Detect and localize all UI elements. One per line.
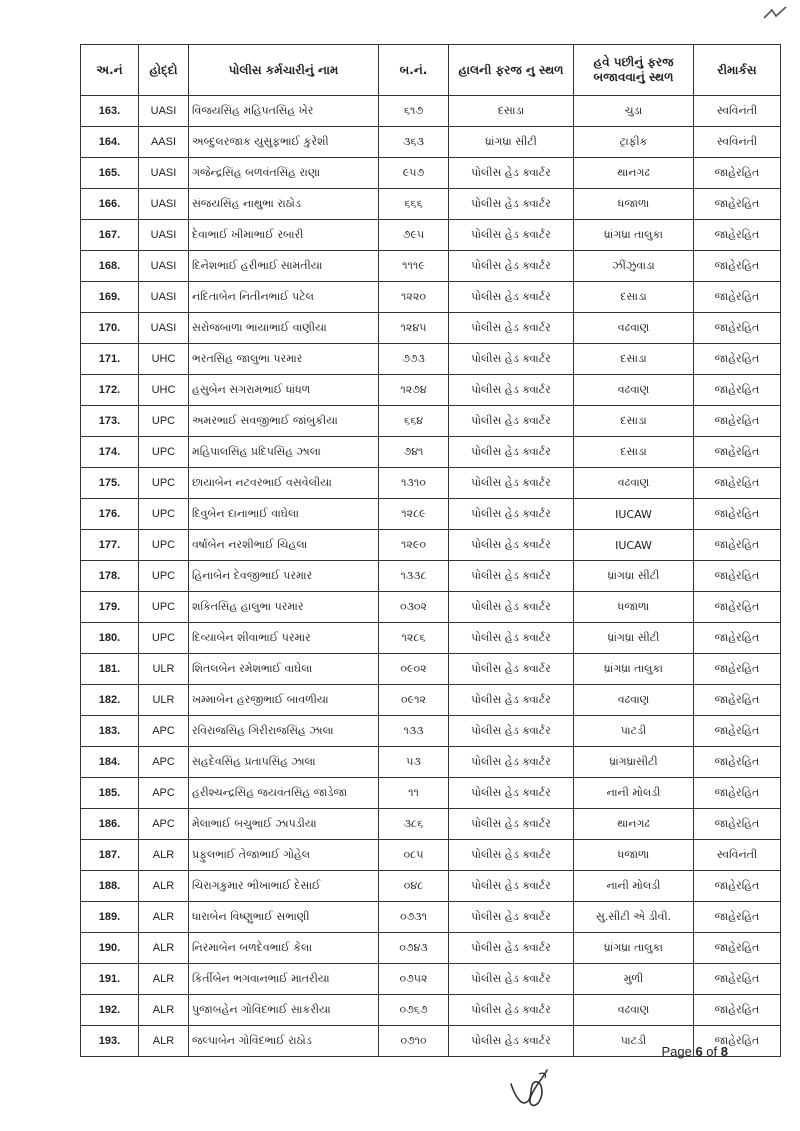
- row-buckle-number: ૧૨૯૦: [379, 530, 449, 561]
- table-row: [81, 840, 781, 871]
- row-new-posting: ચુડા: [574, 96, 694, 127]
- row-buckle-number: ૦૯૧૨: [379, 685, 449, 716]
- header-designation: હોદ્દો: [139, 45, 189, 96]
- row-employee-name: વિજયસિંહ મહિપતસિંહ ખેર: [189, 96, 379, 127]
- row-remarks: જાહેરહિત: [694, 220, 781, 251]
- table-row: [81, 282, 781, 313]
- row-serial: 191.: [81, 964, 139, 995]
- row-employee-name: હસુબેન સગરામભાઈ ધાંધળ: [189, 375, 379, 406]
- table-row: [81, 871, 781, 902]
- row-buckle-number: ૧૨૭૪: [379, 375, 449, 406]
- row-designation: UPC: [139, 406, 189, 437]
- row-buckle-number: ૧૧: [379, 778, 449, 809]
- row-remarks: જાહેરહિત: [694, 995, 781, 1026]
- row-buckle-number: ૧૨૮૬: [379, 623, 449, 654]
- row-current-posting: ધ્રાંગધ્રા સીટી: [449, 127, 574, 158]
- row-current-posting: પોલીસ હેડ ક્વાર્ટર: [449, 623, 574, 654]
- row-buckle-number: ૦૪૮: [379, 871, 449, 902]
- row-buckle-number: ૧૩૩૮: [379, 561, 449, 592]
- row-designation: APC: [139, 716, 189, 747]
- row-current-posting: પોલીસ હેડ ક્વાર્ટર: [449, 933, 574, 964]
- row-designation: UASI: [139, 313, 189, 344]
- row-serial: 170.: [81, 313, 139, 344]
- row-current-posting: પોલીસ હેડ ક્વાર્ટર: [449, 282, 574, 313]
- row-serial: 189.: [81, 902, 139, 933]
- row-serial: 171.: [81, 344, 139, 375]
- row-current-posting: પોલીસ હેડ ક્વાર્ટર: [449, 375, 574, 406]
- header-serial: અ.નં: [81, 45, 139, 96]
- row-employee-name: મહિપાલસિંહ પ્રદિપસિંહ ઝાલા: [189, 437, 379, 468]
- row-current-posting: પોલીસ હેડ ક્વાર્ટર: [449, 964, 574, 995]
- row-designation: UASI: [139, 251, 189, 282]
- row-designation: ALR: [139, 871, 189, 902]
- row-new-posting: વઢવાણ: [574, 468, 694, 499]
- row-employee-name: નિરમાબેન બળદેવભાઈ કેલા: [189, 933, 379, 964]
- row-designation: ALR: [139, 840, 189, 871]
- row-remarks: જાહેરહિત: [694, 375, 781, 406]
- row-current-posting: પોલીસ હેડ ક્વાર્ટર: [449, 530, 574, 561]
- row-serial: 164.: [81, 127, 139, 158]
- row-buckle-number: ૬૧૭: [379, 96, 449, 127]
- row-serial: 169.: [81, 282, 139, 313]
- row-buckle-number: ૧૨૨૦: [379, 282, 449, 313]
- handwritten-signature: [505, 1062, 555, 1112]
- row-designation: AASI: [139, 127, 189, 158]
- row-designation: UASI: [139, 282, 189, 313]
- row-remarks: જાહેરહિત: [694, 406, 781, 437]
- header-buckle-number: બ.નં.: [379, 45, 449, 96]
- row-employee-name: નંદિતાબેન નિતીનભાઈ પટેલ: [189, 282, 379, 313]
- row-new-posting: દસાડા: [574, 344, 694, 375]
- row-buckle-number: ૭૭૩: [379, 344, 449, 375]
- row-employee-name: સહદેવસિંહ પ્રતાપસિંહ ઝાલા: [189, 747, 379, 778]
- row-employee-name: સરોજબાળા ભાયાભાઈ વાણીયા: [189, 313, 379, 344]
- header-employee-name: પોલીસ કર્મચારીનું નામ: [189, 45, 379, 96]
- row-new-posting: વઢવાણ: [574, 685, 694, 716]
- row-employee-name: વર્ષાબેન નરશીભાઈ ચિહલા: [189, 530, 379, 561]
- row-buckle-number: ૬૬૪: [379, 406, 449, 437]
- row-current-posting: પોલીસ હેડ ક્વાર્ટર: [449, 871, 574, 902]
- row-new-posting: ધ્રાંગધ્રા તાલુકા: [574, 654, 694, 685]
- table-row: [81, 220, 781, 251]
- row-remarks: જાહેરહિત: [694, 344, 781, 375]
- row-serial: 182.: [81, 685, 139, 716]
- row-current-posting: પોલીસ હેડ ક્વાર્ટર: [449, 716, 574, 747]
- table-row: [81, 158, 781, 189]
- row-serial: 177.: [81, 530, 139, 561]
- row-new-posting: થાનગઢ: [574, 809, 694, 840]
- row-new-posting: વઢવાણ: [574, 995, 694, 1026]
- row-designation: ALR: [139, 1026, 189, 1057]
- row-employee-name: સંજયસિંહ નાથુભા રાઠોડ: [189, 189, 379, 220]
- row-new-posting: ધ્રાંગધ્રા સીટી: [574, 561, 694, 592]
- row-serial: 188.: [81, 871, 139, 902]
- row-employee-name: હિનાબેન દેવજીભાઈ પરમાર: [189, 561, 379, 592]
- row-employee-name: અમરભાઈ સવજીભાઈ જાંબુકીયા: [189, 406, 379, 437]
- row-serial: 185.: [81, 778, 139, 809]
- row-buckle-number: ૦૮૫: [379, 840, 449, 871]
- row-serial: 167.: [81, 220, 139, 251]
- row-remarks: જાહેરહિત: [694, 623, 781, 654]
- table-row: [81, 530, 781, 561]
- row-employee-name: રવિરાજસિંહ ગિરીરાજસિંહ ઝાલા: [189, 716, 379, 747]
- row-new-posting: નાની મોલડી: [574, 871, 694, 902]
- row-new-posting: થાનગઢ: [574, 158, 694, 189]
- row-serial: 186.: [81, 809, 139, 840]
- row-employee-name: ગજેન્દ્રસિંહ બળવંતસિંહ રાણા: [189, 158, 379, 189]
- row-remarks: જાહેરહિત: [694, 158, 781, 189]
- row-buckle-number: ૭૪૧: [379, 437, 449, 468]
- table-row: [81, 623, 781, 654]
- row-new-posting: ધ્રાંગધ્રાસીટી: [574, 747, 694, 778]
- row-new-posting: ધજાળા: [574, 840, 694, 871]
- row-new-posting: દસાડા: [574, 406, 694, 437]
- row-designation: UPC: [139, 561, 189, 592]
- table-row: [81, 561, 781, 592]
- row-remarks: સ્વવિનંતી: [694, 96, 781, 127]
- row-designation: UPC: [139, 437, 189, 468]
- header-current-posting: હાલની ફરજ નુ સ્થળ: [449, 45, 574, 96]
- row-designation: UPC: [139, 530, 189, 561]
- table-row: [81, 251, 781, 282]
- row-employee-name: ચિરાગકુમાર ભીખાભાઈ દેસાઈ: [189, 871, 379, 902]
- row-employee-name: દેવાભાઈ ખીમાભાઈ રબારી: [189, 220, 379, 251]
- row-designation: UPC: [139, 623, 189, 654]
- row-remarks: જાહેરહિત: [694, 1026, 781, 1057]
- table-row: [81, 902, 781, 933]
- table-header-row: [81, 45, 781, 96]
- row-remarks: સ્વવિનંતી: [694, 127, 781, 158]
- row-employee-name: છાયાબેન નટવરભાઈ વસવેલીયા: [189, 468, 379, 499]
- row-remarks: જાહેરહિત: [694, 189, 781, 220]
- table-row: [81, 995, 781, 1026]
- header-new-posting: હવે પછીનું ફરજ બજાવવાનું સ્થળ: [574, 45, 694, 96]
- row-current-posting: પોલીસ હેડ ક્વાર્ટર: [449, 592, 574, 623]
- row-current-posting: પોલીસ હેડ ક્વાર્ટર: [449, 778, 574, 809]
- row-serial: 173.: [81, 406, 139, 437]
- row-current-posting: પોલીસ હેડ ક્વાર્ટર: [449, 1026, 574, 1057]
- page-number-footer: [661, 1044, 728, 1059]
- table-row: [81, 344, 781, 375]
- header-remarks: રીમાર્કસ: [694, 45, 781, 96]
- row-current-posting: પોલીસ હેડ ક્વાર્ટર: [449, 499, 574, 530]
- row-new-posting: ધ્રાંગધ્રા તાલુકા: [574, 220, 694, 251]
- row-current-posting: પોલીસ હેડ ક્વાર્ટર: [449, 189, 574, 220]
- row-serial: 172.: [81, 375, 139, 406]
- row-designation: UHC: [139, 375, 189, 406]
- table-row: [81, 499, 781, 530]
- row-employee-name: ભરતસિંહ જાલુભા પરમાર: [189, 344, 379, 375]
- row-employee-name: પુજાબહેન ગોવિંદભાઈ સાકરીયા: [189, 995, 379, 1026]
- row-buckle-number: ૬૬૬: [379, 189, 449, 220]
- row-designation: UASI: [139, 189, 189, 220]
- row-remarks: જાહેરહિત: [694, 530, 781, 561]
- row-employee-name: દિવુબેન દાનાભાઈ વાઘેલા: [189, 499, 379, 530]
- row-employee-name: મેલાભાઈ બચુભાઈ ઝાપડીયા: [189, 809, 379, 840]
- row-designation: UPC: [139, 499, 189, 530]
- row-buckle-number: ૧૩૩: [379, 716, 449, 747]
- table-row: [81, 127, 781, 158]
- row-designation: UASI: [139, 96, 189, 127]
- table-row: [81, 189, 781, 220]
- row-buckle-number: ૦૭૩૧: [379, 902, 449, 933]
- table-row: [81, 468, 781, 499]
- row-designation: APC: [139, 778, 189, 809]
- row-current-posting: પોલીસ હેડ ક્વાર્ટર: [449, 344, 574, 375]
- row-new-posting: ધજાળા: [574, 189, 694, 220]
- row-current-posting: પોલીસ હેડ ક્વાર્ટર: [449, 406, 574, 437]
- row-serial: 168.: [81, 251, 139, 282]
- row-current-posting: પોલીસ હેડ ક્વાર્ટર: [449, 995, 574, 1026]
- row-new-posting: ધ્રાંગધ્રા સીટી: [574, 623, 694, 654]
- row-serial: 179.: [81, 592, 139, 623]
- row-new-posting: IUCAW: [574, 499, 694, 530]
- row-serial: 176.: [81, 499, 139, 530]
- row-remarks: જાહેરહિત: [694, 313, 781, 344]
- row-current-posting: પોલીસ હેડ ક્વાર્ટર: [449, 313, 574, 344]
- row-serial: 181.: [81, 654, 139, 685]
- row-serial: 163.: [81, 96, 139, 127]
- row-buckle-number: ૦૭૬૭: [379, 995, 449, 1026]
- row-designation: UASI: [139, 220, 189, 251]
- table-row: [81, 747, 781, 778]
- row-current-posting: પોલીસ હેડ ક્વાર્ટર: [449, 654, 574, 685]
- row-remarks: જાહેરહિત: [694, 561, 781, 592]
- row-new-posting: દસાડા: [574, 437, 694, 468]
- row-buckle-number: ૧૧૧૯: [379, 251, 449, 282]
- row-new-posting: ધ્રાંગધ્રા તાલુકા: [574, 933, 694, 964]
- page-of: of: [702, 1044, 721, 1059]
- corner-scribble-mark: [760, 4, 790, 24]
- row-designation: ULR: [139, 685, 189, 716]
- row-designation: UPC: [139, 592, 189, 623]
- row-employee-name: દિનેશભાઈ હરીભાઈ સામતીયા: [189, 251, 379, 282]
- page-prefix: Page: [661, 1044, 696, 1059]
- row-new-posting: દસાડા: [574, 282, 694, 313]
- row-remarks: જાહેરહિત: [694, 592, 781, 623]
- transfer-table: [80, 44, 781, 1057]
- row-current-posting: પોલીસ હેડ ક્વાર્ટર: [449, 158, 574, 189]
- row-buckle-number: ૩૮૬: [379, 809, 449, 840]
- row-buckle-number: ૦૭૧૦: [379, 1026, 449, 1057]
- table-row: [81, 964, 781, 995]
- row-buckle-number: ૦૭૪૩: [379, 933, 449, 964]
- row-serial: 180.: [81, 623, 139, 654]
- table-row: [81, 313, 781, 344]
- row-serial: 183.: [81, 716, 139, 747]
- table-row: [81, 809, 781, 840]
- row-remarks: જાહેરહિત: [694, 685, 781, 716]
- row-buckle-number: ૦૯૦૨: [379, 654, 449, 685]
- row-employee-name: પ્રફુલભાઈ તેજાભાઈ ગોહેલ: [189, 840, 379, 871]
- row-new-posting: ઝીંઝુવાડા: [574, 251, 694, 282]
- row-remarks: જાહેરહિત: [694, 468, 781, 499]
- table-row: [81, 592, 781, 623]
- row-remarks: જાહેરહિત: [694, 251, 781, 282]
- row-designation: ALR: [139, 902, 189, 933]
- row-new-posting: વઢવાણ: [574, 313, 694, 344]
- row-new-posting: પાટડી: [574, 1026, 694, 1057]
- row-buckle-number: ૧૨૪૫: [379, 313, 449, 344]
- row-current-posting: પોલીસ હેડ ક્વાર્ટર: [449, 809, 574, 840]
- row-remarks: જાહેરહિત: [694, 964, 781, 995]
- table-body: [81, 96, 781, 1057]
- row-designation: UPC: [139, 468, 189, 499]
- row-employee-name: શકિતસિંહ હાલુભા પરમાર: [189, 592, 379, 623]
- table-row: [81, 685, 781, 716]
- row-remarks: જાહેરહિત: [694, 902, 781, 933]
- row-remarks: જાહેરહિત: [694, 282, 781, 313]
- row-remarks: જાહેરહિત: [694, 499, 781, 530]
- row-current-posting: પોલીસ હેડ ક્વાર્ટર: [449, 437, 574, 468]
- row-remarks: જાહેરહિત: [694, 778, 781, 809]
- row-employee-name: અબ્દુલરજાક યુસુફભાઈ કુરેશી: [189, 127, 379, 158]
- row-remarks: જાહેરહિત: [694, 437, 781, 468]
- row-current-posting: પોલીસ હેડ ક્વાર્ટર: [449, 840, 574, 871]
- row-new-posting: IUCAW: [574, 530, 694, 561]
- table-row: [81, 437, 781, 468]
- row-current-posting: પોલીસ હેડ ક્વાર્ટર: [449, 251, 574, 282]
- total-pages: 8: [720, 1044, 728, 1059]
- row-new-posting: ધજાળા: [574, 592, 694, 623]
- row-current-posting: પોલીસ હેડ ક્વાર્ટર: [449, 468, 574, 499]
- row-current-posting: પોલીસ હેડ ક્વાર્ટર: [449, 685, 574, 716]
- row-employee-name: દિવ્યાબેન શીવાભાઈ પરમાર: [189, 623, 379, 654]
- table-row: [81, 654, 781, 685]
- row-designation: ALR: [139, 933, 189, 964]
- table-row: [81, 933, 781, 964]
- row-current-posting: પોલીસ હેડ ક્વાર્ટર: [449, 220, 574, 251]
- row-employee-name: ધારાબેન વિષ્ણુભાઈ સભાણી: [189, 902, 379, 933]
- row-serial: 174.: [81, 437, 139, 468]
- row-buckle-number: ૧૨૮૯: [379, 499, 449, 530]
- row-serial: 190.: [81, 933, 139, 964]
- row-serial: 178.: [81, 561, 139, 592]
- row-employee-name: ખમ્માબેન હરજીભાઈ બાવળીયા: [189, 685, 379, 716]
- row-buckle-number: ૯૫૭: [379, 158, 449, 189]
- row-designation: ALR: [139, 995, 189, 1026]
- row-serial: 165.: [81, 158, 139, 189]
- row-buckle-number: ૧૩૧૦: [379, 468, 449, 499]
- row-employee-name: કિર્તીબેન ભગવાનભાઈ માતરીયા: [189, 964, 379, 995]
- row-designation: APC: [139, 747, 189, 778]
- row-remarks: જાહેરહિત: [694, 871, 781, 902]
- row-new-posting: સુ.સીટી એ ડીવી.: [574, 902, 694, 933]
- table-row: [81, 716, 781, 747]
- current-page-number: 6: [695, 1044, 703, 1059]
- row-remarks: જાહેરહિત: [694, 654, 781, 685]
- table-row: [81, 406, 781, 437]
- row-serial: 175.: [81, 468, 139, 499]
- row-remarks: જાહેરહિત: [694, 933, 781, 964]
- row-current-posting: પોલીસ હેડ ક્વાર્ટર: [449, 902, 574, 933]
- row-remarks: જાહેરહિત: [694, 716, 781, 747]
- row-employee-name: હરીશ્ચન્દ્રસિંહ જયવંતસિંહ જાડેજા: [189, 778, 379, 809]
- row-serial: 193.: [81, 1026, 139, 1057]
- row-remarks: જાહેરહિત: [694, 809, 781, 840]
- row-new-posting: પાટડી: [574, 716, 694, 747]
- row-serial: 187.: [81, 840, 139, 871]
- row-designation: ULR: [139, 654, 189, 685]
- row-current-posting: દસાડા: [449, 96, 574, 127]
- row-buckle-number: ૫૩: [379, 747, 449, 778]
- row-new-posting: નાની મોલડી: [574, 778, 694, 809]
- table-row: [81, 96, 781, 127]
- row-serial: 184.: [81, 747, 139, 778]
- row-designation: UHC: [139, 344, 189, 375]
- row-designation: UASI: [139, 158, 189, 189]
- row-new-posting: મુળી: [574, 964, 694, 995]
- table-row: [81, 375, 781, 406]
- row-buckle-number: ૭૯૫: [379, 220, 449, 251]
- row-buckle-number: ૦૭૫૨: [379, 964, 449, 995]
- row-designation: ALR: [139, 964, 189, 995]
- row-remarks: સ્વવિનંતી: [694, 840, 781, 871]
- row-employee-name: જલ્પાબેન ગોવિંદભાઈ રાઠોડ: [189, 1026, 379, 1057]
- row-designation: APC: [139, 809, 189, 840]
- row-employee-name: શિતલબેન રમેશભાઈ વાઘેલા: [189, 654, 379, 685]
- row-serial: 192.: [81, 995, 139, 1026]
- row-buckle-number: ૩૬૩: [379, 127, 449, 158]
- row-buckle-number: ૦૩૦૨: [379, 592, 449, 623]
- table-row: [81, 778, 781, 809]
- row-serial: 166.: [81, 189, 139, 220]
- row-new-posting: વઢવાણ: [574, 375, 694, 406]
- row-remarks: જાહેરહિત: [694, 747, 781, 778]
- row-current-posting: પોલીસ હેડ ક્વાર્ટર: [449, 747, 574, 778]
- row-current-posting: પોલીસ હેડ ક્વાર્ટર: [449, 561, 574, 592]
- row-new-posting: ટ્રાફીક: [574, 127, 694, 158]
